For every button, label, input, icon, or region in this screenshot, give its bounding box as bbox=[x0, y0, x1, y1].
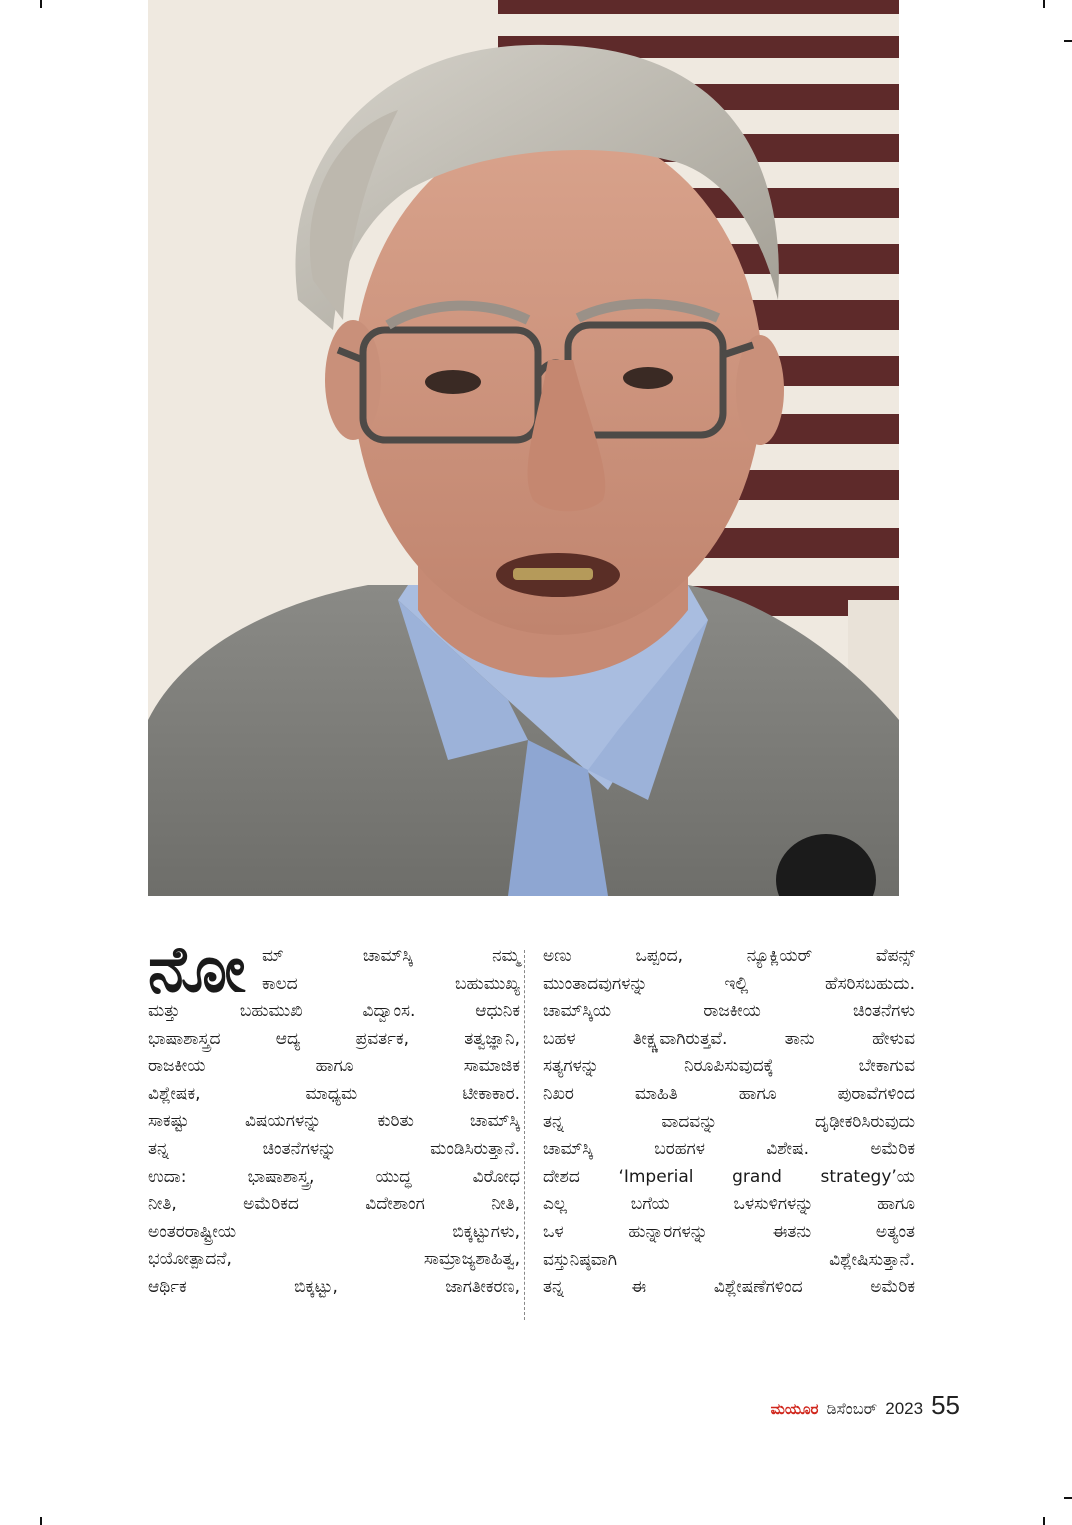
body-line: ಸತ್ಯಗಳನ್ನು ನಿರೂಪಿಸುವುದಕ್ಕೆ ಬೇಕಾಗುವ bbox=[543, 1056, 915, 1077]
body-line: ಚಾಮ್‌ಸ್ಕಿ ಬರಹಗಳ ವಿಶೇಷ. ಅಮೆರಿಕ bbox=[543, 1139, 915, 1160]
left-column bbox=[148, 998, 520, 1302]
body-line: ಚಾಮ್‌ಸ್ಕಿಯ ರಾಜಕೀಯ ಚಿಂತನೆಗಳು bbox=[543, 1001, 915, 1022]
body-line: ಎಲ್ಲ ಬಗೆಯ ಒಳಸುಳಿಗಳನ್ನು ಹಾಗೂ bbox=[543, 1194, 915, 1215]
page-number: 55 bbox=[931, 1390, 960, 1420]
body-line: ಉದಾ: ಭಾಷಾಶಾಸ್ತ್ರ, ಯುದ್ಧ ವಿರೋಧ bbox=[148, 1166, 520, 1187]
body-line: ನೀತಿ, ಅಮೆರಿಕದ ವಿದೇಶಾಂಗ ನೀತಿ, bbox=[148, 1194, 520, 1215]
page-footer bbox=[771, 1392, 960, 1419]
magazine-brand: ಮಯೂರ bbox=[770, 1401, 819, 1418]
dropcap: ನೋ bbox=[148, 933, 244, 1007]
crop-mark-bottom-left bbox=[40, 1517, 42, 1525]
body-line: ತನ್ನ ಚಿಂತನೆಗಳನ್ನು ಮಂಡಿಸಿರುತ್ತಾನೆ. bbox=[148, 1138, 520, 1159]
issue-month: ಡಿಸೆಂಬರ್ bbox=[826, 1401, 878, 1418]
crop-mark-right-lower bbox=[1064, 1497, 1072, 1499]
body-line: ಒಳ ಹುನ್ನಾರಗಳನ್ನು ಈತನು ಅತ್ಯಂತ bbox=[543, 1221, 915, 1242]
portrait-illustration bbox=[148, 0, 899, 896]
body-line: ಅಣು ಒಪ್ಪಂದ, ನ್ಯೂಕ್ಲಿಯರ್ ವೆಪನ್ಸ್ bbox=[543, 946, 915, 966]
crop-mark-bottom-right bbox=[1043, 1517, 1045, 1525]
body-line: ಅಂತರರಾಷ್ಟ್ರೀಯ ಬಿಕ್ಕಟ್ಟುಗಳು, bbox=[148, 1221, 520, 1242]
body-line: ಆರ್ಥಿಕ ಬಿಕ್ಕಟ್ಟು, ಜಾಗತೀಕರಣ, bbox=[148, 1276, 520, 1297]
body-line: ತನ್ನ ಈ ವಿಶ್ಲೇಷಣೆಗಳಿಂದ ಅಮೆರಿಕ bbox=[543, 1277, 915, 1298]
crop-mark-top-left bbox=[40, 0, 42, 8]
body-line: ದೇಶದ ‘Imperial grand strategy’ಯ bbox=[543, 1166, 915, 1187]
issue-year: 2023 bbox=[885, 1399, 924, 1418]
lead-text bbox=[262, 943, 520, 998]
body-line: ಮತ್ತು ಬಹುಮುಖಿ ವಿದ್ವಾಂಸ. ಆಧುನಿಕ bbox=[148, 1001, 520, 1021]
column-divider bbox=[524, 950, 525, 1320]
lead-line: ಮ್ ಚಾಮ್‌ಸ್ಕಿ ನಮ್ಮ bbox=[262, 946, 520, 966]
body-line: ಸಾಕಷ್ಟು ವಿಷಯಗಳನ್ನು ಕುರಿತು ಚಾಮ್‌ಸ್ಕಿ bbox=[148, 1111, 520, 1132]
body-line: ವಸ್ತುನಿಷ್ಠವಾಗಿ ವಿಶ್ಲೇಷಿಸುತ್ತಾನೆ. bbox=[543, 1249, 915, 1270]
lead-line: ಕಾಲದ ಬಹುಮುಖ್ಯ bbox=[262, 973, 520, 994]
body-line: ತನ್ನ ವಾದವನ್ನು ದೃಢೀಕರಿಸಿರುವುದು bbox=[543, 1111, 915, 1132]
portrait-photo bbox=[148, 0, 899, 896]
body-line: ನಿಖರ ಮಾಹಿತಿ ಹಾಗೂ ಪುರಾವೆಗಳಿಂದ bbox=[543, 1083, 915, 1104]
crop-mark-top-right bbox=[1043, 0, 1045, 8]
crop-mark-right-upper bbox=[1064, 40, 1072, 42]
body-line: ಮುಂತಾದವುಗಳನ್ನು ಇಲ್ಲಿ ಹೆಸರಿಸಬಹುದು. bbox=[543, 973, 915, 994]
body-line: ವಿಶ್ಲೇಷಕ, ಮಾಧ್ಯಮ ಟೀಕಾಕಾರ. bbox=[148, 1083, 520, 1104]
right-column bbox=[543, 943, 915, 1302]
body-line: ಬಹಳ ತೀಕ್ಷ್ಣವಾಗಿರುತ್ತವೆ. ತಾನು ಹೇಳುವ bbox=[543, 1028, 915, 1049]
body-line: ಭಯೋತ್ಪಾದನೆ, ಸಾಮ್ರಾಜ್ಯಶಾಹಿತ್ವ, bbox=[148, 1249, 520, 1270]
body-line: ಭಾಷಾಶಾಸ್ತ್ರದ ಆದ್ಯ ಪ್ರವರ್ತಕ, ತತ್ವಜ್ಞಾನಿ, bbox=[148, 1028, 520, 1049]
body-line: ರಾಜಕೀಯ ಹಾಗೂ ಸಾಮಾಜಿಕ bbox=[148, 1056, 520, 1077]
